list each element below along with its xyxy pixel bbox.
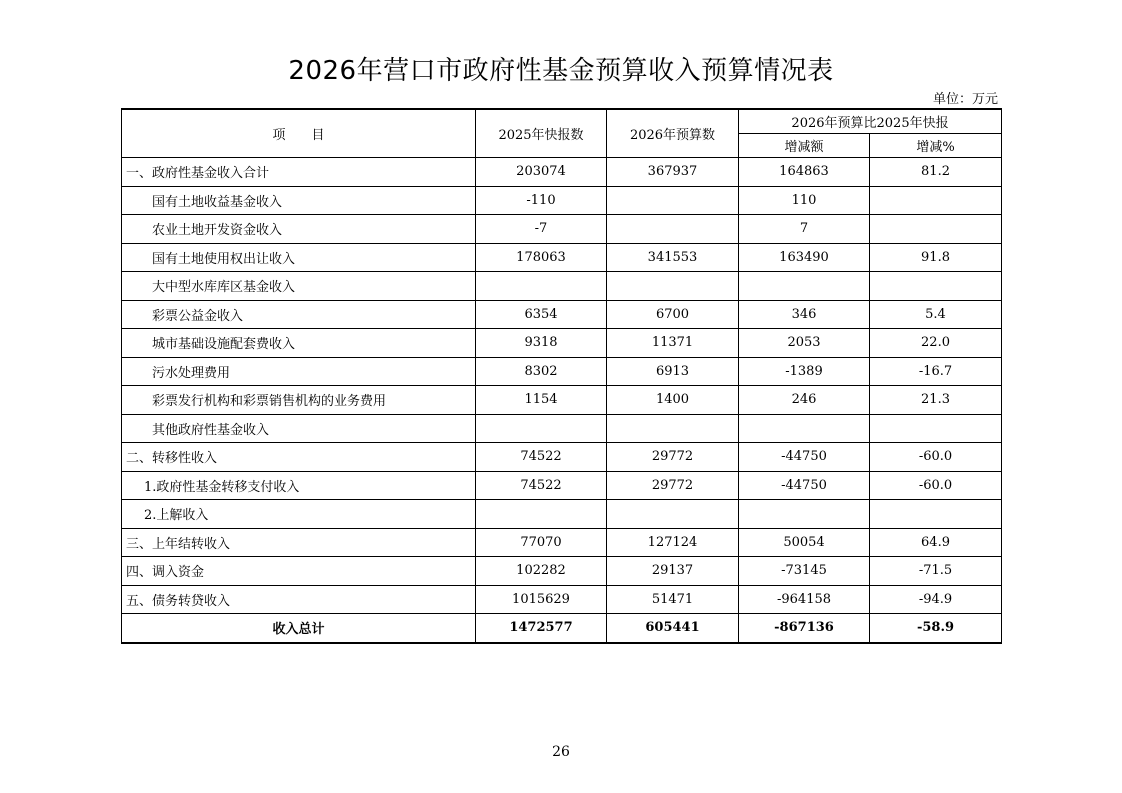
row-change <box>739 272 870 301</box>
row-2025: 74522 <box>476 471 607 500</box>
row-2026 <box>607 215 739 244</box>
row-2026 <box>607 414 739 443</box>
table-row <box>122 272 1002 301</box>
row-2026: 51471 <box>607 585 739 614</box>
row-change: 246 <box>739 386 870 415</box>
row-2026: 367937 <box>607 158 739 187</box>
header-2026: 2026年预算数 <box>607 109 739 158</box>
row-item: 2.上解收入 <box>122 500 476 529</box>
row-2025: 178063 <box>476 243 607 272</box>
row-change: 7 <box>739 215 870 244</box>
row-2026: 29137 <box>607 557 739 586</box>
row-change: 2053 <box>739 329 870 358</box>
row-2025 <box>476 272 607 301</box>
table-row <box>122 215 1002 244</box>
total-item: 收入总计 <box>122 614 476 643</box>
row-pct: 5.4 <box>870 300 1002 329</box>
header-pct: 增减% <box>870 134 1002 158</box>
row-item: 三、上年结转收入 <box>122 528 476 557</box>
row-pct <box>870 500 1002 529</box>
row-change: -73145 <box>739 557 870 586</box>
row-2025: -110 <box>476 186 607 215</box>
row-2026: 11371 <box>607 329 739 358</box>
header-item: 项 目 <box>122 109 476 158</box>
table-row <box>122 557 1002 586</box>
row-change: -44750 <box>739 443 870 472</box>
row-item: 国有土地使用权出让收入 <box>122 243 476 272</box>
unit-label: 单位：万元 <box>932 92 998 107</box>
row-item: 国有土地收益基金收入 <box>122 186 476 215</box>
table-header-row <box>122 109 1002 134</box>
total-change: -867136 <box>739 614 870 643</box>
row-2025: 74522 <box>476 443 607 472</box>
row-2025: 9318 <box>476 329 607 358</box>
row-pct: 21.3 <box>870 386 1002 415</box>
table-row <box>122 500 1002 529</box>
row-2025 <box>476 500 607 529</box>
row-change: -44750 <box>739 471 870 500</box>
row-change: 50054 <box>739 528 870 557</box>
row-change: -964158 <box>739 585 870 614</box>
total-2026: 605441 <box>607 614 739 643</box>
table-row <box>122 300 1002 329</box>
row-2026: 1400 <box>607 386 739 415</box>
row-pct <box>870 215 1002 244</box>
row-change: 163490 <box>739 243 870 272</box>
row-pct: 91.8 <box>870 243 1002 272</box>
row-item: 大中型水库库区基金收入 <box>122 272 476 301</box>
row-item: 其他政府性基金收入 <box>122 414 476 443</box>
row-2025: 203074 <box>476 158 607 187</box>
row-2025: 6354 <box>476 300 607 329</box>
row-item: 彩票发行机构和彩票销售机构的业务费用 <box>122 386 476 415</box>
row-2026: 6700 <box>607 300 739 329</box>
row-pct: 22.0 <box>870 329 1002 358</box>
budget-table <box>121 108 1002 644</box>
header-2025: 2025年快报数 <box>476 109 607 158</box>
row-2026 <box>607 186 739 215</box>
row-2025 <box>476 414 607 443</box>
row-change: 164863 <box>739 158 870 187</box>
row-2026 <box>607 272 739 301</box>
table-row <box>122 471 1002 500</box>
row-2025: 8302 <box>476 357 607 386</box>
row-item: 彩票公益金收入 <box>122 300 476 329</box>
total-pct: -58.9 <box>870 614 1002 643</box>
row-2025: 77070 <box>476 528 607 557</box>
header-compare: 2026年预算比2025年快报 <box>739 109 1002 134</box>
row-change: -1389 <box>739 357 870 386</box>
row-pct <box>870 414 1002 443</box>
row-pct <box>870 186 1002 215</box>
row-item: 农业土地开发资金收入 <box>122 215 476 244</box>
row-change <box>739 500 870 529</box>
row-2025: 102282 <box>476 557 607 586</box>
row-change: 346 <box>739 300 870 329</box>
table-row <box>122 528 1002 557</box>
row-2026: 29772 <box>607 471 739 500</box>
table-row <box>122 585 1002 614</box>
table-row <box>122 243 1002 272</box>
row-change: 110 <box>739 186 870 215</box>
row-2026: 127124 <box>607 528 739 557</box>
total-row <box>122 614 1002 643</box>
row-item: 一、政府性基金收入合计 <box>122 158 476 187</box>
table-row <box>122 357 1002 386</box>
row-2025: 1154 <box>476 386 607 415</box>
table-row <box>122 443 1002 472</box>
page-number: 26 <box>552 744 570 760</box>
table-row <box>122 414 1002 443</box>
table-row <box>122 386 1002 415</box>
row-2026: 29772 <box>607 443 739 472</box>
row-pct: 64.9 <box>870 528 1002 557</box>
row-item: 四、调入资金 <box>122 557 476 586</box>
header-change: 增减额 <box>739 134 870 158</box>
total-2025: 1472577 <box>476 614 607 643</box>
row-item: 污水处理费用 <box>122 357 476 386</box>
table-row <box>122 329 1002 358</box>
table-row <box>122 186 1002 215</box>
table-row <box>122 158 1002 187</box>
page-title: 2026年营口市政府性基金预算收入预算情况表 <box>288 56 834 86</box>
row-2026 <box>607 500 739 529</box>
row-pct <box>870 272 1002 301</box>
row-pct: -94.9 <box>870 585 1002 614</box>
row-pct: -16.7 <box>870 357 1002 386</box>
row-pct: -71.5 <box>870 557 1002 586</box>
row-item: 二、转移性收入 <box>122 443 476 472</box>
row-2025: -7 <box>476 215 607 244</box>
row-item: 城市基础设施配套费收入 <box>122 329 476 358</box>
row-pct: -60.0 <box>870 471 1002 500</box>
row-pct: 81.2 <box>870 158 1002 187</box>
row-change <box>739 414 870 443</box>
row-pct: -60.0 <box>870 443 1002 472</box>
row-item: 五、债务转贷收入 <box>122 585 476 614</box>
row-2025: 1015629 <box>476 585 607 614</box>
row-item: 1.政府性基金转移支付收入 <box>122 471 476 500</box>
row-2026: 341553 <box>607 243 739 272</box>
row-2026: 6913 <box>607 357 739 386</box>
